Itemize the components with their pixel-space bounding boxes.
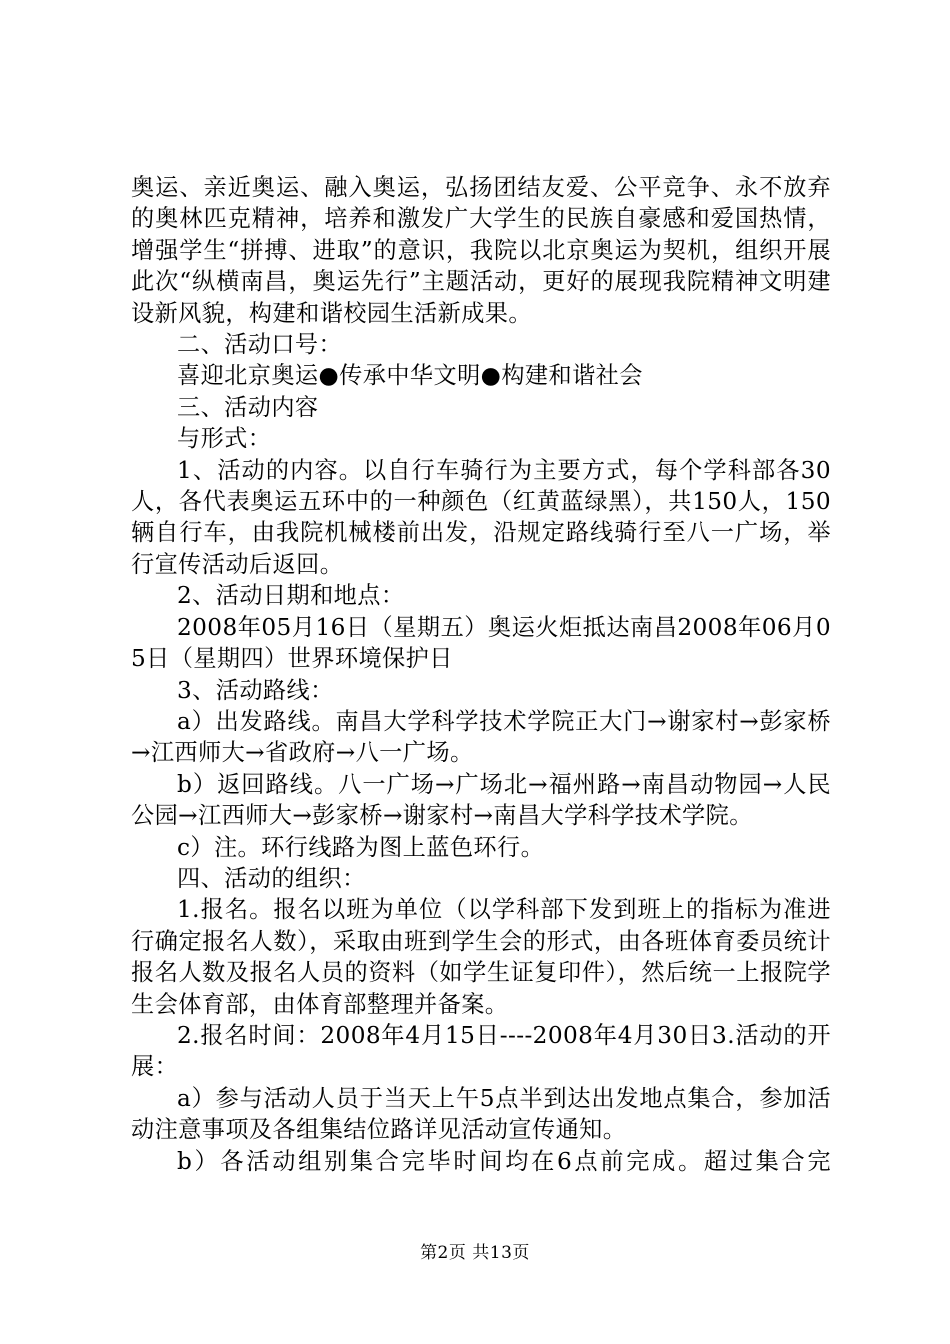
slogan-text: 喜迎北京奥运●传承中华文明●构建和谐社会 (177, 362, 643, 390)
paragraph-assembly-deadline: b）各活动组别集合完毕时间均在6点前完成。超过集合完 (177, 1147, 831, 1175)
heading-date-location: 2、活动日期和地点： (177, 582, 405, 610)
paragraph-departure-route: a）出发路线。南昌大学科学技术学院正大门→谢家村→彭家桥→江西师大→省政府→八一广场。 (131, 707, 831, 767)
paragraph-activity-content: 1、活动的内容。以自行车骑行为主要方式，每个学科部各30人，各代表奥运五环中的一种颜色（红黄蓝绿黑），共150人，150辆自行车，由我院机械楼前出发，沿规定路线骑行至八一广场，举行宣传活动后返回。 (131, 456, 831, 578)
paragraph-assembly: a）参与活动人员于当天上午5点半到达出发地点集合，参加活动注意事项及各组集结位路详见活动宣传通知。 (131, 1084, 831, 1144)
paragraph-intro: 奥运、亲近奥运、融入奥运，弘扬团结友爱、公平竞争、永不放弃的奥林匹克精神，培养和激发广大学生的民族自豪感和爱国热情，增强学生“拼搏、进取”的意识，我院以北京奥运为契机，组织开展此次“纵横南昌，奥运先行”主题活动，更好的展现我院精神文明建设新风貌，构建和谐校园生活新成果。 (131, 174, 831, 327)
heading-route: 3、活动路线： (177, 676, 334, 704)
heading-activity-content: 三、活动内容 (177, 393, 319, 421)
heading-slogan: 二、活动口号： (177, 331, 343, 359)
page-number-footer: 第2页 共13页 (420, 1243, 530, 1263)
paragraph-return-route: b）返回路线。八一广场→广场北→福州路→南昌动物园→人民公园→江西师大→彭家桥→谢家村→南昌大学科学技术学院。 (131, 770, 831, 830)
paragraph-registration-time: 2.报名时间：2008年4月15日----2008年4月30日3.活动的开展： (131, 1021, 831, 1081)
heading-organization: 四、活动的组织： (177, 864, 366, 892)
paragraph-registration: 1.报名。报名以班为单位（以学科部下发到班上的指标为准进行确定报名人数），采取由班到学生会的形式，由各班体育委员统计报名人数及报名人员的资料（如学生证复印件），然后统一上报院学生会体育部，由体育部整理并备案。 (131, 896, 831, 1018)
paragraph-dates: 2008年05月16日（星期五）奥运火炬抵达南昌2008年06月05日（星期四）世界环境保护日 (131, 613, 831, 673)
paragraph-route-note: c）注。环行线路为图上蓝色环行。 (177, 833, 545, 861)
document-body (131, 172, 831, 1177)
heading-activity-form: 与形式： (177, 425, 272, 453)
